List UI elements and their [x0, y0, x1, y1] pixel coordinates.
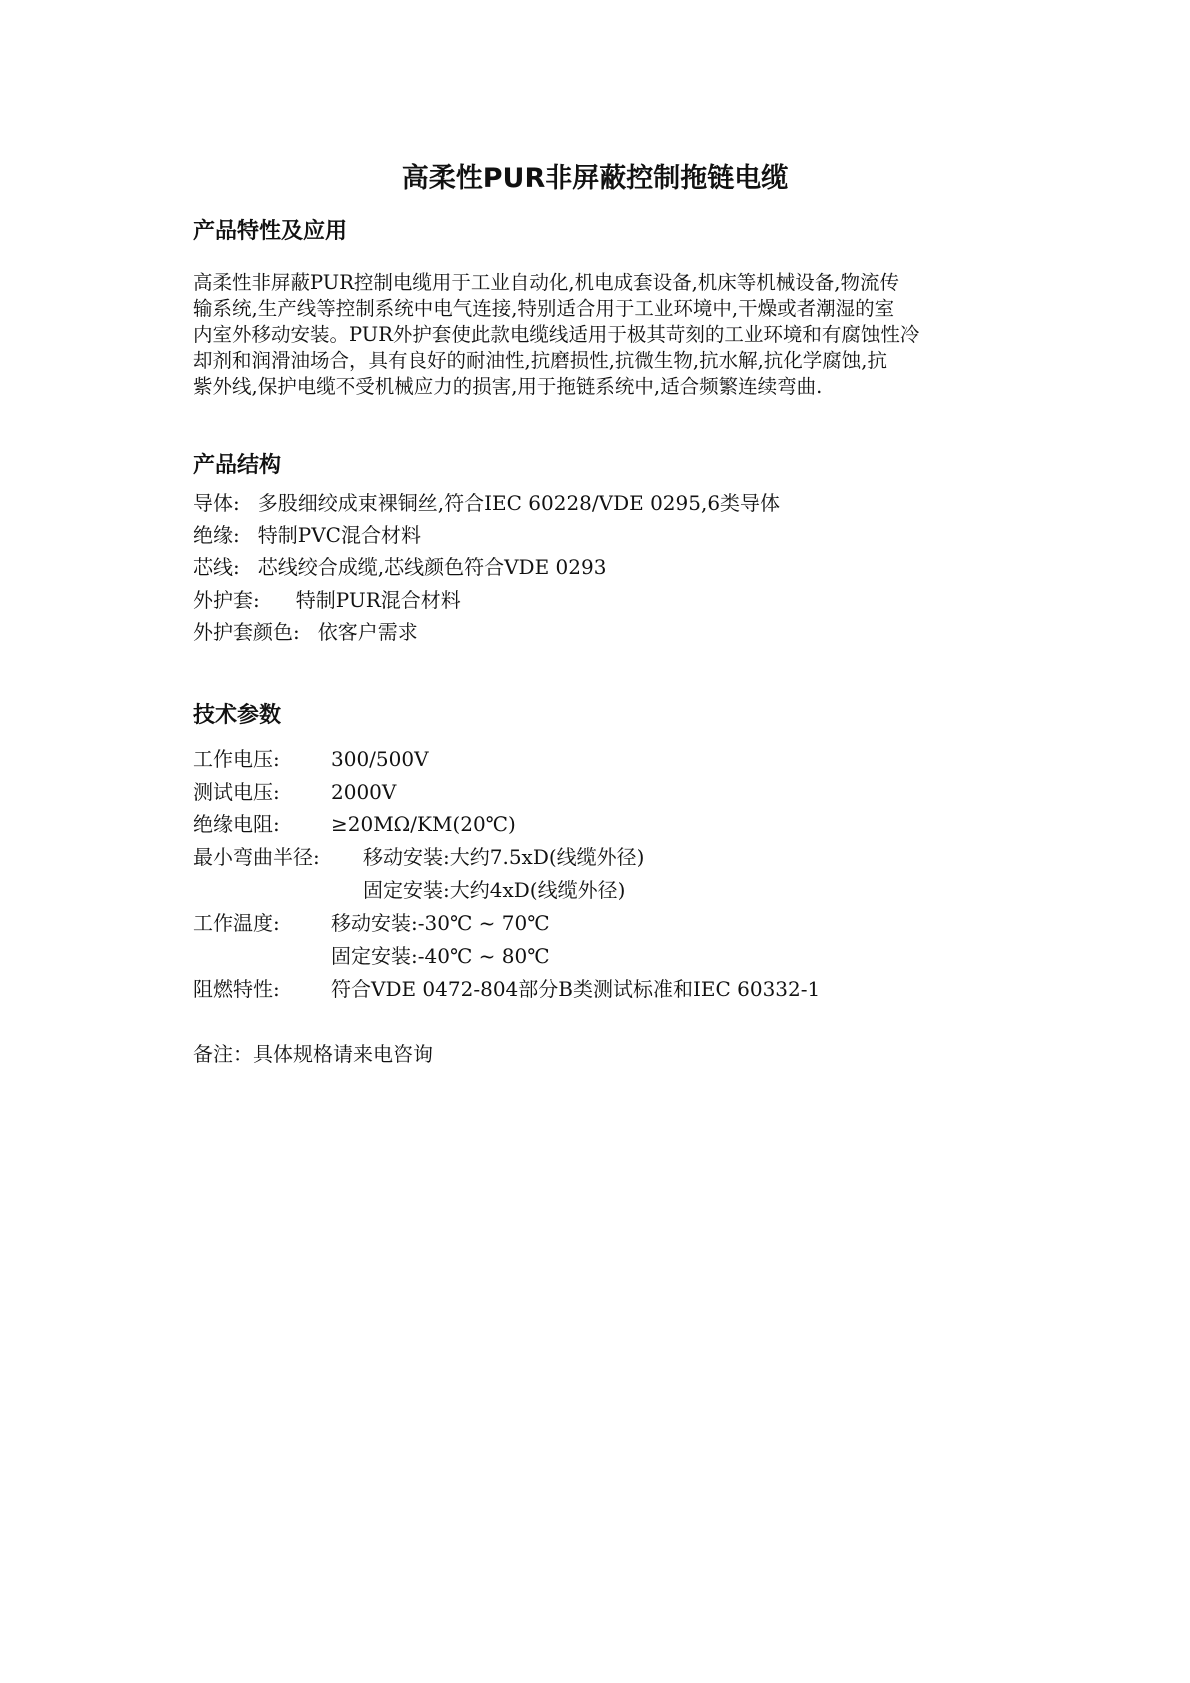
tech-label: 阻燃特性: — [193, 977, 280, 1001]
note-text: 备注：具体规格请来电咨询 — [193, 1042, 433, 1066]
features-line: 内室外移动安装。PUR外护套使此款电缆线适用于极其苛刻的工业环境和有腐蚀性冷 — [193, 323, 920, 346]
structure-label: 外护套颜色: — [193, 620, 300, 644]
tech-label: 最小弯曲半径: — [193, 845, 320, 869]
tech-value: 2000V — [331, 780, 397, 804]
features-heading: 产品特性及应用 — [193, 219, 348, 244]
structure-label: 绝缘: — [193, 523, 240, 547]
features-line: 高柔性非屏蔽PUR控制电缆用于工业自动化,机电成套设备,机床等机械设备,物流传 — [193, 271, 899, 294]
tech-row-insulation-resistance — [193, 810, 516, 838]
tech-value: 固定安装:大约4xD(线缆外径) — [363, 878, 626, 902]
tech-row-temperature — [193, 909, 550, 937]
structure-row-conductor — [193, 489, 780, 517]
technical-heading: 技术参数 — [193, 703, 282, 728]
structure-row-core — [193, 553, 606, 581]
structure-value: 多股细绞成束裸铜丝,符合IEC 60228/VDE 0295,6类导体 — [257, 491, 781, 515]
document-title: 高柔性PUR非屏蔽控制拖链电缆 — [401, 163, 789, 194]
tech-row-bending-radius-fixed — [193, 876, 625, 904]
features-line: 输系统,生产线等控制系统中电气连接,特别适合用于工业环境中,干燥或者潮湿的室 — [193, 297, 895, 320]
tech-value: 固定安装:-40℃ ~ 80℃ — [331, 944, 550, 968]
structure-value: 依客户需求 — [317, 620, 418, 644]
structure-label: 导体: — [193, 491, 240, 515]
features-paragraph — [193, 270, 1013, 400]
structure-row-sheath — [193, 586, 461, 614]
tech-row-voltage — [193, 745, 429, 773]
tech-label: 测试电压: — [193, 780, 280, 804]
features-line: 紫外线,保护电缆不受机械应力的损害,用于拖链系统中,适合频繁连续弯曲. — [193, 375, 823, 398]
features-line: 却剂和润滑油场合，具有良好的耐油性,抗磨损性,抗微生物,抗水解,抗化学腐蚀,抗 — [193, 349, 887, 372]
tech-row-bending-radius — [193, 843, 644, 871]
tech-value: 移动安装:大约7.5xD(线缆外径) — [363, 845, 645, 869]
structure-label: 外护套: — [193, 588, 260, 612]
structure-label: 芯线: — [193, 555, 240, 579]
tech-row-flame-retardant — [193, 975, 820, 1003]
structure-value: 芯线绞合成缆,芯线颜色符合VDE 0293 — [257, 555, 607, 579]
structure-value: 特制PVC混合材料 — [257, 523, 421, 547]
tech-row-test-voltage — [193, 778, 396, 806]
tech-value: 移动安装:-30℃ ~ 70℃ — [331, 911, 550, 935]
tech-value: 符合VDE 0472-804部分B类测试标准和IEC 60332-1 — [331, 977, 821, 1001]
tech-label: 工作电压: — [193, 747, 280, 771]
tech-value: ≥20MΩ/KM(20℃) — [331, 812, 516, 836]
tech-row-temperature-fixed — [193, 942, 550, 970]
structure-heading: 产品结构 — [193, 453, 282, 478]
tech-value: 300/500V — [331, 747, 429, 771]
structure-value: 特制PUR混合材料 — [295, 588, 461, 612]
tech-label: 工作温度: — [193, 911, 280, 935]
structure-row-insulation — [193, 521, 421, 549]
tech-label: 绝缘电阻: — [193, 812, 280, 836]
structure-row-sheath-color — [193, 618, 418, 646]
